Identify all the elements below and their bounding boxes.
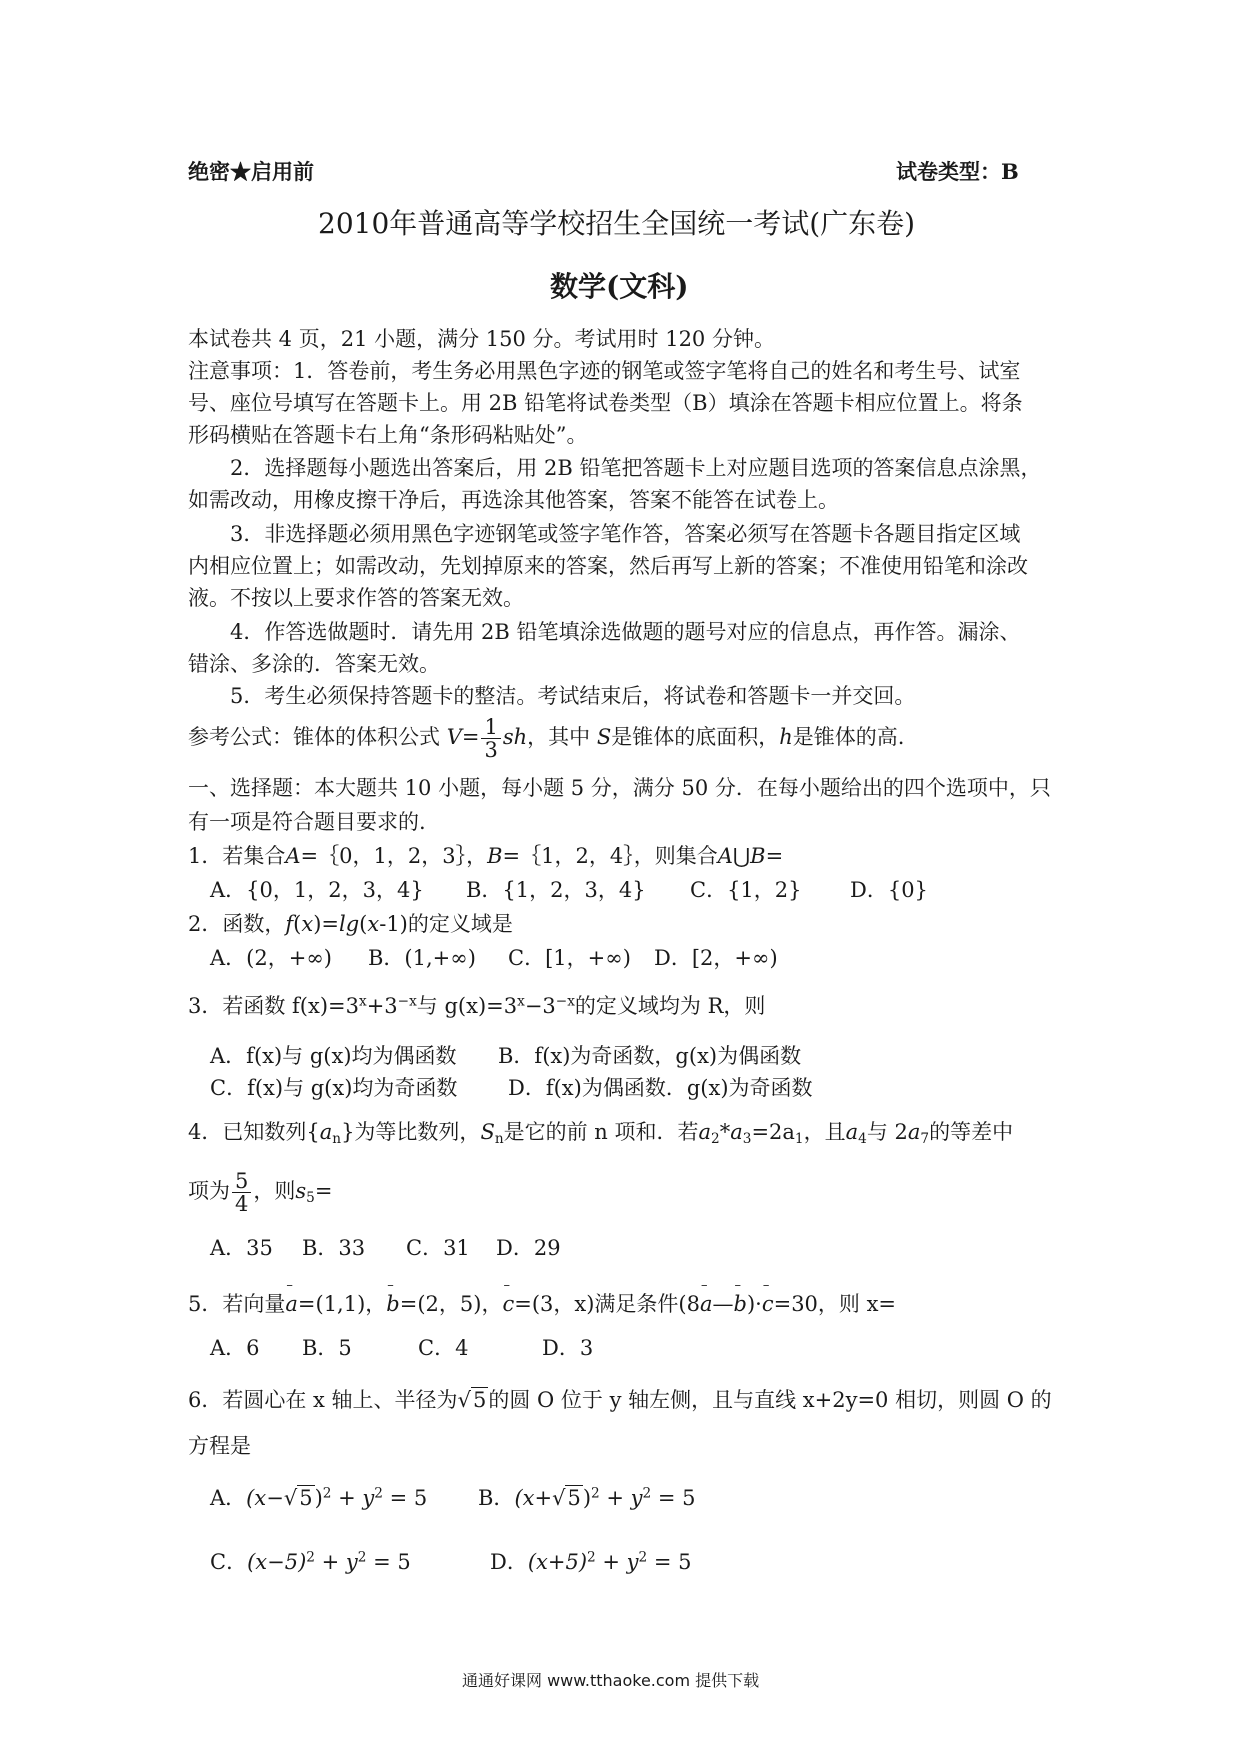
q6-option-d: D．$(x+5)^2 + y^2 = 5$ [490, 1549, 692, 1574]
question-1: 1．若集合A=｛0，1，2，3｝，B=｛1，2，4｝，则集合A⋃B= [188, 844, 784, 868]
q5-option-c: C．4 [418, 1336, 469, 1360]
q5-option-a: A．6 [210, 1336, 260, 1360]
note-1-line-3: 形码横贴在答题卡右上角“条形码粘贴处”。 [188, 423, 588, 447]
exam-title: 2010年普通高等学校招生全国统一考试(广东卷) [318, 207, 916, 240]
q6-option-a: A．$(x-√5)^2 + y^2 = 5$ [210, 1485, 428, 1510]
reference-formula: 参考公式：锥体的体积公式 V= $\frac{1}{3}$ sh，其中 S是锥体的底面积，h是锥体的高. [188, 715, 905, 763]
note-2-line-2: 如需改动，用橡皮擦干净后，再选涂其他答案，答案不能答在试卷上。 [188, 488, 839, 512]
q5-option-b: B．5 [302, 1336, 352, 1360]
q6-option-c: C．$(x-5)^2 + y^2 = 5$ [210, 1549, 411, 1574]
q4-option-d: D．29 [496, 1236, 561, 1260]
confidential-label: 绝密★启用前 [188, 159, 314, 184]
q4-option-c: C．31 [406, 1236, 470, 1260]
exam-subject: 数学(文科) [550, 270, 689, 303]
note-5-line-1: 5．考生必须保持答题卡的整洁。考试结束后，将试卷和答题卡一并交回。 [230, 684, 916, 708]
question-4-line-2: 项为 $\frac{5}{4}$ ，则$s_5=$ [188, 1169, 333, 1217]
q6-sqrt: √5 [457, 1388, 487, 1412]
formula-fraction: $\frac{1}{3}$ [481, 716, 500, 761]
q4-option-b: B．33 [302, 1236, 366, 1260]
note-4-line-1: 4．作答选做题时．请先用 2B 铅笔填涂选做题的题号对应的信息点，再作答。漏涂、 [230, 620, 1021, 644]
q2-option-c: C．[1，+∞) [508, 946, 631, 970]
note-3-line-2: 内相应位置上；如需改动，先划掉原来的答案，然后再写上新的答案；不准使用铅笔和涂改 [188, 554, 1028, 578]
question-6-line-1: 6．若圆心在 x 轴上、半径为√5的圆 O 位于 y 轴左侧，且与直线 x+2y=0 相切，则圆 O 的 [188, 1388, 1052, 1412]
note-1-line-2: 号、座位号填写在答题卡上。用 2B 铅笔将试卷类型（B）填涂在答题卡相应位置上。将条 [188, 391, 1023, 415]
note-3-line-1: 3．非选择题必须用黑色字迹钢笔或签字笔作答，答案必须写在答题卡各题目指定区域 [230, 522, 1021, 546]
q2-option-a: A．(2，+∞) [210, 946, 333, 970]
q1-option-d: D．{0} [850, 878, 928, 902]
q3-option-c: C．f(x)与 g(x)均为奇函数 [210, 1076, 458, 1100]
q4-fraction: $\frac{5}{4}$ [232, 1170, 251, 1215]
q4-option-a: A．35 [210, 1236, 273, 1260]
section-heading-line-2: 有一项是符合题目要求的. [188, 810, 426, 834]
question-2: 2．函数，f(x)=lg(x-1)的定义域是 [188, 912, 513, 936]
paper-type-label: 试卷类型：B [896, 159, 1019, 184]
question-5: 5．若向量– a=(1,1)，– b=(2，5)，– c=(3，x)满足条件(8– a—– b)·– c=30，则 x= [188, 1288, 896, 1318]
q1-option-c: C．{1，2} [690, 878, 802, 902]
q6-option-b: B．$(x+√5)^2 + y^2 = 5$ [478, 1485, 696, 1510]
note-1-line-1: 注意事项：1．答卷前，考生务必用黑色字迹的钢笔或签字笔将自己的姓名和考生号、试室 [188, 359, 1021, 383]
q3-option-b: B．f(x)为奇函数，g(x)为偶函数 [498, 1044, 802, 1068]
question-4-line-1: 4．已知数列$\{a_n\}$为等比数列，$S_n$是它的前 n 项和．若$a_2*a_3=2a_1$，且$a_4$与 $2a_7$的等差中 [188, 1120, 1014, 1148]
q3-option-d: D．f(x)为偶函数．g(x)为奇函数 [508, 1076, 813, 1100]
footer-credit: 通通好课网 www.tthaoke.com 提供下载 [462, 1671, 760, 1690]
note-2-line-1: 2．选择题每小题选出答案后，用 2B 铅笔把答题卡上对应题目选项的答案信息点涂黑， [230, 456, 1042, 480]
question-6-line-2: 方程是 [188, 1434, 251, 1458]
q5-option-d: D．3 [542, 1336, 594, 1360]
note-3-line-3: 液。不按以上要求作答的答案无效。 [188, 586, 524, 610]
q3-option-a: A．f(x)与 g(x)均为偶函数 [210, 1044, 457, 1068]
section-heading-line-1: 一、选择题：本大题共 10 小题，每小题 5 分，满分 50 分．在每小题给出的四个选项中，只 [188, 776, 1051, 800]
note-4-line-2: 错涂、多涂的．答案无效。 [188, 652, 440, 676]
question-3: 3．若函数 $f(x)=3^x+3^{-x}$与 $g(x)=3^x-3^{-x}$的定义域均为 R，则 [188, 993, 766, 1018]
q2-option-b: B．(1,+∞) [368, 946, 476, 970]
q1-option-a: A．{0，1，2，3，4} [210, 878, 424, 902]
q2-option-d: D．[2，+∞) [654, 946, 778, 970]
q1-option-b: B．{1，2，3，4} [466, 878, 646, 902]
intro-text: 本试卷共 4 页，21 小题，满分 150 分。考试用时 120 分钟。 [188, 327, 775, 351]
